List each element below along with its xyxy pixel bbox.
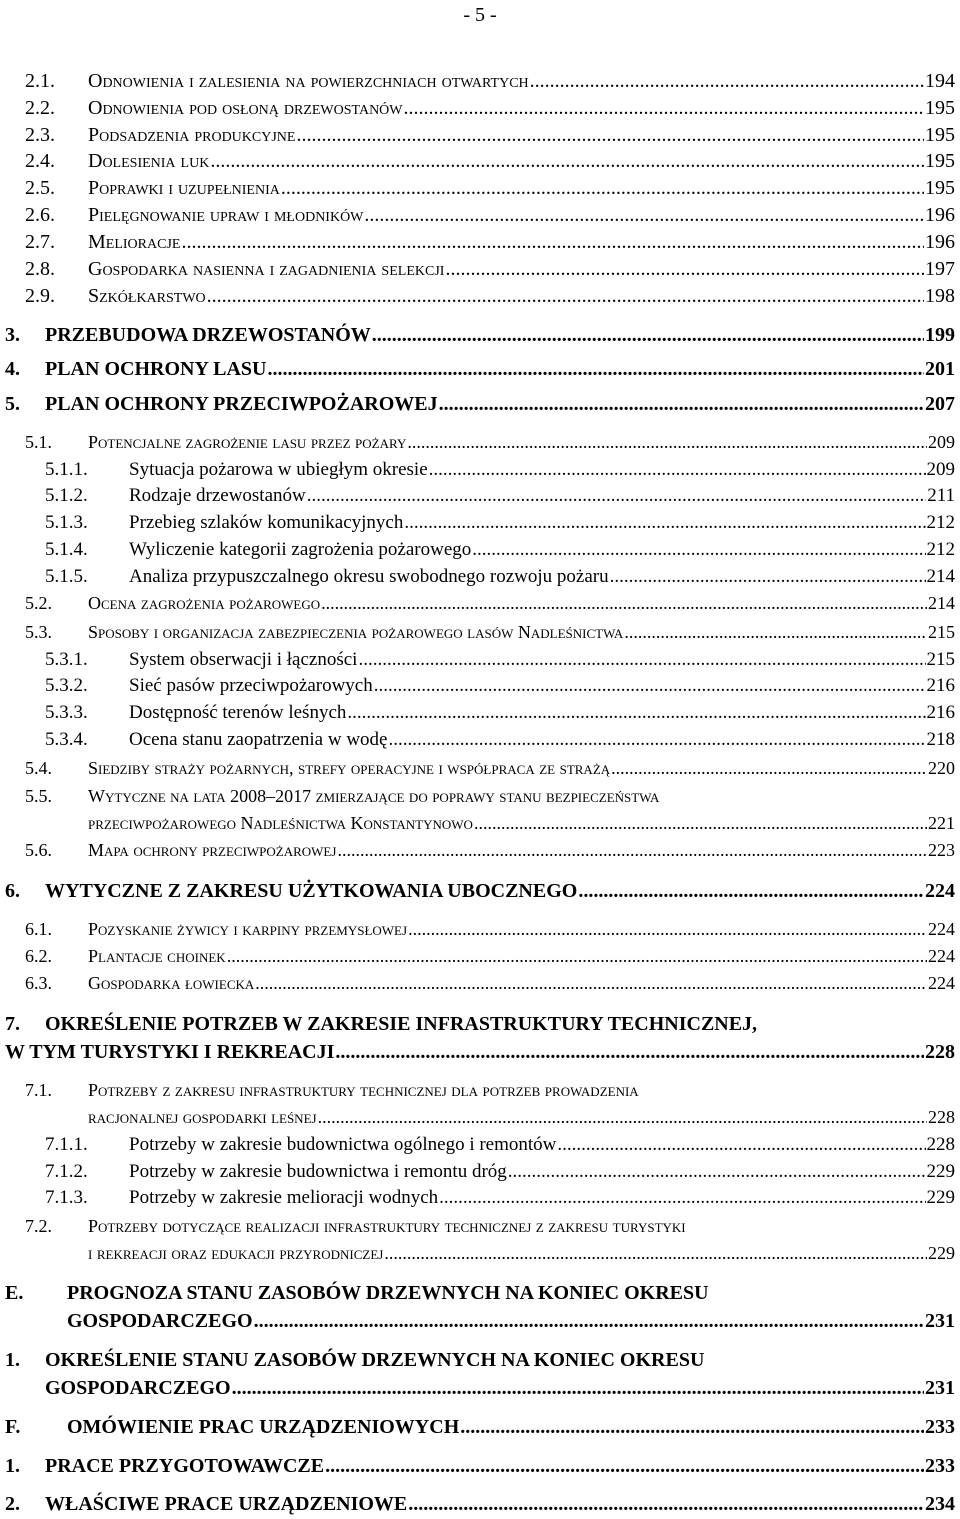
toc-entry-page: 221 (928, 813, 955, 833)
toc-entry-page: 234 (925, 1493, 955, 1515)
toc-entry[interactable] (25, 622, 955, 643)
toc-entry-page: 195 (925, 177, 955, 199)
toc-entry-page: 197 (925, 258, 955, 280)
toc-entry-number: 2.8. (25, 258, 55, 280)
toc-entry-title: Potrzeby w zakresie budownictwa ogólnego i remontów (129, 1134, 557, 1155)
toc-entry[interactable] (25, 124, 955, 147)
toc-entry[interactable] (45, 459, 955, 481)
toc-entry[interactable] (25, 919, 955, 940)
toc-entry-title: System obserwacji i łączności (129, 649, 358, 670)
toc-entry-page: 194 (925, 70, 955, 92)
page-number: - 5 - (463, 4, 497, 26)
toc-entry-number: 3. (5, 324, 20, 346)
toc-entry-number: 5.1.4. (45, 539, 88, 560)
toc-entry-number: 2. (5, 1493, 20, 1515)
toc-entry-page: 209 (928, 432, 955, 452)
toc-entry-title: W TYM TURYSTYKI I REKREACJI (5, 1041, 335, 1063)
toc-entry-page: 207 (925, 393, 955, 415)
toc-entry[interactable] (25, 840, 955, 861)
toc-entry-title: Potrzeby w zakresie budownictwa i remontu dróg (129, 1161, 507, 1182)
toc-entry[interactable] (88, 1243, 955, 1264)
toc-entry-number: 5.1.1. (45, 459, 88, 480)
toc-entry[interactable] (25, 285, 955, 308)
toc-entry-number: 6.1. (25, 919, 52, 939)
toc-entry-number: 5.3.4. (45, 729, 88, 750)
toc-dot-leader (445, 258, 924, 281)
toc-dot-leader (372, 324, 924, 347)
toc-entry-page: 224 (925, 880, 955, 902)
toc-entry-title: Dolesienia luk (88, 150, 210, 172)
toc-entry-page: 228 (926, 1134, 955, 1155)
toc-dot-leader (374, 675, 926, 697)
toc-entry-title: Sposoby i organizacja zabezpieczenia pożarowego lasów Nadleśnictwa (88, 622, 624, 642)
toc-entry-number: 7.2. (25, 1216, 52, 1236)
toc-entry[interactable] (45, 729, 955, 751)
toc-entry-page: 231 (925, 1377, 955, 1399)
toc-entry-page: 233 (925, 1455, 955, 1477)
toc-entry[interactable] (5, 1349, 955, 1372)
toc-entry-number: 7.1.3. (45, 1187, 88, 1208)
toc-entry-number: 2.3. (25, 124, 55, 146)
toc-entry[interactable] (5, 880, 955, 903)
toc-entry-page: 229 (926, 1187, 955, 1208)
toc-entry-page: 229 (926, 1161, 955, 1182)
toc-dot-leader (321, 593, 927, 614)
toc-entry-page: 196 (925, 204, 955, 226)
toc-entry[interactable] (25, 946, 955, 967)
toc-entry[interactable] (25, 973, 955, 994)
toc-entry[interactable] (25, 432, 955, 453)
toc-entry-number: 1. (5, 1349, 20, 1371)
toc-entry-number: 5. (5, 393, 20, 415)
toc-entry-page: 233 (925, 1416, 955, 1438)
toc-dot-leader (281, 177, 924, 200)
toc-entry-title: Odnowienia pod osłoną drzewostanów (88, 97, 403, 119)
toc-dot-leader (337, 840, 927, 861)
toc-entry[interactable] (25, 593, 955, 614)
toc-dot-leader (232, 1377, 924, 1400)
toc-entry-page: 211 (927, 485, 955, 506)
toc-entry-title: racjonalnej gospodarki leśnej (88, 1107, 317, 1127)
toc-entry[interactable] (88, 1107, 955, 1128)
toc-dot-leader (210, 150, 924, 173)
toc-entry-title: Gospodarka łowiecka (88, 973, 255, 993)
toc-entry-title: przeciwpożarowego Nadleśnictwa Konstantynowo (88, 813, 473, 833)
toc-entry-number: 2.2. (25, 97, 55, 119)
toc-dot-leader (296, 124, 924, 147)
toc-entry-title: GOSPODARCZEGO (45, 1377, 231, 1399)
toc-entry[interactable] (25, 786, 955, 807)
toc-entry-title: Gospodarka nasienna i zagadnienia selekcji (88, 258, 445, 280)
toc-entry[interactable] (5, 1013, 955, 1036)
toc-entry-number: 2.6. (25, 204, 55, 226)
toc-dot-leader (358, 649, 925, 671)
toc-entry-page: 228 (925, 1041, 955, 1063)
toc-entry[interactable] (25, 177, 955, 200)
toc-entry-title: GOSPODARCZEGO (67, 1310, 253, 1332)
toc-entry-title: Sytuacja pożarowa w ubiegłym okresie (129, 459, 428, 480)
toc-entry[interactable] (5, 1455, 955, 1478)
toc-entry-page: 224 (928, 946, 955, 966)
toc-entry-title: PLAN OCHRONY PRZECIWPOŻAROWEJ (45, 393, 438, 415)
toc-entry[interactable] (5, 1041, 955, 1064)
toc-dot-leader (578, 880, 924, 903)
toc-entry-page: 224 (928, 973, 955, 993)
toc-entry-number: 5.4. (25, 758, 52, 778)
toc-entry-number: 7.1.2. (45, 1161, 88, 1182)
toc-entry-number: 5.3.1. (45, 649, 88, 670)
toc-entry-number: 5.1.5. (45, 566, 88, 587)
toc-dot-leader (429, 459, 926, 481)
toc-entry[interactable] (25, 70, 955, 93)
toc-entry-number: 6.2. (25, 946, 52, 966)
toc-entry-number: 5.6. (25, 840, 52, 860)
toc-dot-leader (408, 1493, 924, 1516)
toc-entry-title: Potrzeby w zakresie melioracji wodnych (129, 1187, 439, 1208)
toc-dot-leader (474, 813, 927, 834)
toc-entry-title: WŁAŚCIWE PRACE URZĄDZENIOWE (45, 1493, 408, 1515)
toc-entry-title: Pielęgnowanie upraw i młodników (88, 204, 364, 226)
toc-entry-number: 5.3. (25, 622, 52, 642)
toc-entry[interactable] (45, 1161, 955, 1183)
toc-dot-leader (255, 973, 927, 994)
toc-dot-leader (227, 946, 927, 967)
toc-entry-title: Wytyczne na lata 2008–2017 zmierzające do poprawy stanu bezpieczeństwa (88, 786, 660, 806)
toc-entry-number: 6. (5, 880, 20, 902)
toc-entry-page: 228 (928, 1107, 955, 1127)
toc-dot-leader (530, 70, 924, 93)
toc-dot-leader (508, 1161, 926, 1183)
toc-entry[interactable] (45, 649, 955, 671)
toc-entry-title: Podsadzenia produkcyjne (88, 124, 296, 146)
toc-entry-number: F. (5, 1416, 21, 1438)
toc-entry-title: Pozyskanie żywicy i karpiny przemysłowej (88, 919, 408, 939)
toc-dot-leader (557, 1134, 925, 1156)
toc-entry-page: 224 (928, 919, 955, 939)
toc-entry-page: 231 (925, 1310, 955, 1332)
toc-dot-leader (207, 285, 924, 308)
toc-entry-page: 214 (926, 566, 955, 587)
toc-entry-page: 214 (928, 593, 955, 613)
toc-dot-leader (384, 1243, 927, 1264)
toc-entry[interactable] (45, 566, 955, 588)
toc-entry-title: OMÓWIENIE PRAC URZĄDZENIOWYCH (67, 1416, 460, 1438)
toc-entry-number: 2.1. (25, 70, 55, 92)
toc-entry-number: 7. (5, 1013, 20, 1035)
toc-entry-title: Melioracje (88, 231, 181, 253)
toc-dot-leader (439, 1187, 925, 1209)
toc-entry[interactable] (25, 258, 955, 281)
toc-dot-leader (347, 702, 925, 724)
toc-entry-number: 5.1.3. (45, 512, 88, 533)
toc-entry-title: Analiza przypuszczalnego okresu swobodnego rozwoju pożaru (129, 566, 609, 587)
toc-entry-title: Wyliczenie kategorii zagrożenia pożarowego (129, 539, 472, 560)
toc-entry-number: E. (5, 1282, 24, 1304)
toc-entry-page: 218 (926, 729, 955, 750)
toc-entry-title: WYTYCZNE Z ZAKRESU UŻYTKOWANIA UBOCZNEGO (45, 880, 578, 902)
toc-dot-leader (389, 729, 926, 751)
toc-entry[interactable] (25, 204, 955, 227)
toc-entry[interactable] (67, 1310, 955, 1333)
toc-dot-leader (364, 204, 924, 227)
toc-entry-number: 5.1. (25, 432, 52, 452)
toc-entry[interactable] (25, 1080, 955, 1101)
toc-entry-number: 6.3. (25, 973, 52, 993)
toc-dot-leader (439, 393, 924, 416)
toc-entry[interactable] (45, 485, 955, 507)
toc-entry[interactable] (45, 1187, 955, 1209)
toc-entry-page: 195 (925, 124, 955, 146)
toc-entry[interactable] (45, 1377, 955, 1400)
toc-dot-leader (611, 758, 927, 779)
toc-entry-number: 5.2. (25, 593, 52, 613)
toc-entry[interactable] (5, 324, 955, 347)
toc-entry-title: PRACE PRZYGOTOWAWCZE (45, 1455, 325, 1477)
toc-dot-leader (335, 1041, 924, 1064)
toc-entry[interactable] (25, 1216, 955, 1237)
toc-entry[interactable] (5, 393, 955, 416)
toc-entry-page: 223 (928, 840, 955, 860)
toc-entry-page: 212 (926, 512, 955, 533)
toc-entry[interactable] (25, 97, 955, 120)
toc-entry-title: Mapa ochrony przeciwpożarowej (88, 840, 337, 860)
toc-entry-title: OKREŚLENIE POTRZEB W ZAKRESIE INFRASTRUKTURY TECHNICZNEJ, (45, 1013, 758, 1035)
toc-entry[interactable] (5, 1416, 955, 1439)
toc-entry-number: 4. (5, 358, 20, 380)
toc-entry-title: Potrzeby z zakresu infrastruktury technicznej dla potrzeb prowadzenia (88, 1080, 639, 1100)
toc-entry-title: Szkółkarstwo (88, 285, 206, 307)
toc-dot-leader (472, 539, 925, 561)
toc-entry-page: 212 (926, 539, 955, 560)
toc-dot-leader (318, 1107, 927, 1128)
toc-entry-page: 195 (925, 150, 955, 172)
toc-entry-page: 215 (926, 649, 955, 670)
toc-entry-page: 199 (925, 324, 955, 346)
toc-entry-page: 198 (925, 285, 955, 307)
toc-entry-number: 2.4. (25, 150, 55, 172)
toc-dot-leader (408, 919, 927, 940)
toc-dot-leader (407, 432, 927, 453)
toc-entry-number: 7.1. (25, 1080, 52, 1100)
toc-entry-number: 5.3.2. (45, 675, 88, 696)
toc-entry-page: 229 (928, 1243, 955, 1263)
toc-entry[interactable] (88, 813, 955, 834)
toc-dot-leader (624, 622, 927, 643)
toc-entry-title: Rodzaje drzewostanów (129, 485, 306, 506)
toc-entry-title: OKREŚLENIE STANU ZASOBÓW DRZEWNYCH NA KONIEC OKRESU (45, 1349, 705, 1371)
toc-entry-title: i rekreacji oraz edukacji przyrodniczej (88, 1243, 384, 1263)
toc-entry-page: 209 (926, 459, 955, 480)
toc-entry-title: Przebieg szlaków komunikacyjnych (129, 512, 404, 533)
toc-entry-page: 196 (925, 231, 955, 253)
toc-dot-leader (610, 566, 926, 588)
toc-entry-page: 215 (928, 622, 955, 642)
toc-entry-title: Ocena zagrożenia pożarowego (88, 593, 321, 613)
toc-dot-leader (181, 231, 924, 254)
toc-entry-number: 5.5. (25, 786, 52, 806)
toc-entry-title: Sieć pasów przeciwpożarowych (129, 675, 373, 696)
toc-entry-title: Poprawki i uzupełnienia (88, 177, 280, 199)
toc-entry-number: 2.5. (25, 177, 55, 199)
toc-entry-title: PROGNOZA STANU ZASOBÓW DRZEWNYCH NA KONIEC OKRESU (67, 1282, 709, 1304)
toc-dot-leader (404, 512, 925, 534)
toc-entry-number: 2.7. (25, 231, 55, 253)
toc-entry[interactable] (25, 231, 955, 254)
toc-entry[interactable] (5, 1493, 955, 1516)
toc-entry[interactable] (45, 702, 955, 724)
toc-entry-page: 216 (926, 675, 955, 696)
toc-entry[interactable] (25, 758, 955, 779)
toc-entry-title: Siedziby straży pożarnych, strefy operacyjne i współpraca ze strażą (88, 758, 611, 778)
toc-entry[interactable] (45, 539, 955, 561)
toc-entry[interactable] (45, 675, 955, 697)
toc-dot-leader (254, 1310, 924, 1333)
toc-entry-page: 195 (925, 97, 955, 119)
toc-entry[interactable] (25, 150, 955, 173)
toc-entry[interactable] (45, 1134, 955, 1156)
toc-entry-number: 1. (5, 1455, 20, 1477)
toc-entry-page: 216 (926, 702, 955, 723)
toc-entry-number: 7.1.1. (45, 1134, 88, 1155)
toc-entry-title: Potrzeby dotyczące realizacji infrastruktury technicznej z zakresu turystyki (88, 1216, 686, 1236)
toc-entry-title: Plantacje choinek (88, 946, 226, 966)
toc-entry[interactable] (45, 512, 955, 534)
toc-entry-title: Potencjalne zagrożenie lasu przez pożary (88, 432, 407, 452)
toc-entry-title: Odnowienia i zalesienia na powierzchniach otwartych (88, 70, 529, 92)
toc-dot-leader (460, 1416, 924, 1439)
toc-entry-title: PLAN OCHRONY LASU (45, 358, 267, 380)
toc-dot-leader (307, 485, 926, 507)
toc-entry-number: 2.9. (25, 285, 55, 307)
toc-entry[interactable] (5, 1282, 955, 1305)
toc-entry-number: 5.3.3. (45, 702, 88, 723)
toc-entry-number: 5.1.2. (45, 485, 88, 506)
toc-entry-page: 201 (925, 358, 955, 380)
toc-dot-leader (404, 97, 924, 120)
toc-entry-title: Dostępność terenów leśnych (129, 702, 347, 723)
toc-entry-title: Ocena stanu zaopatrzenia w wodę (129, 729, 388, 750)
toc-entry[interactable] (5, 358, 955, 381)
toc-dot-leader (325, 1455, 924, 1478)
toc-entry-title: PRZEBUDOWA DRZEWOSTANÓW (45, 324, 371, 346)
toc-entry-page: 220 (928, 758, 955, 778)
toc-dot-leader (268, 358, 925, 381)
